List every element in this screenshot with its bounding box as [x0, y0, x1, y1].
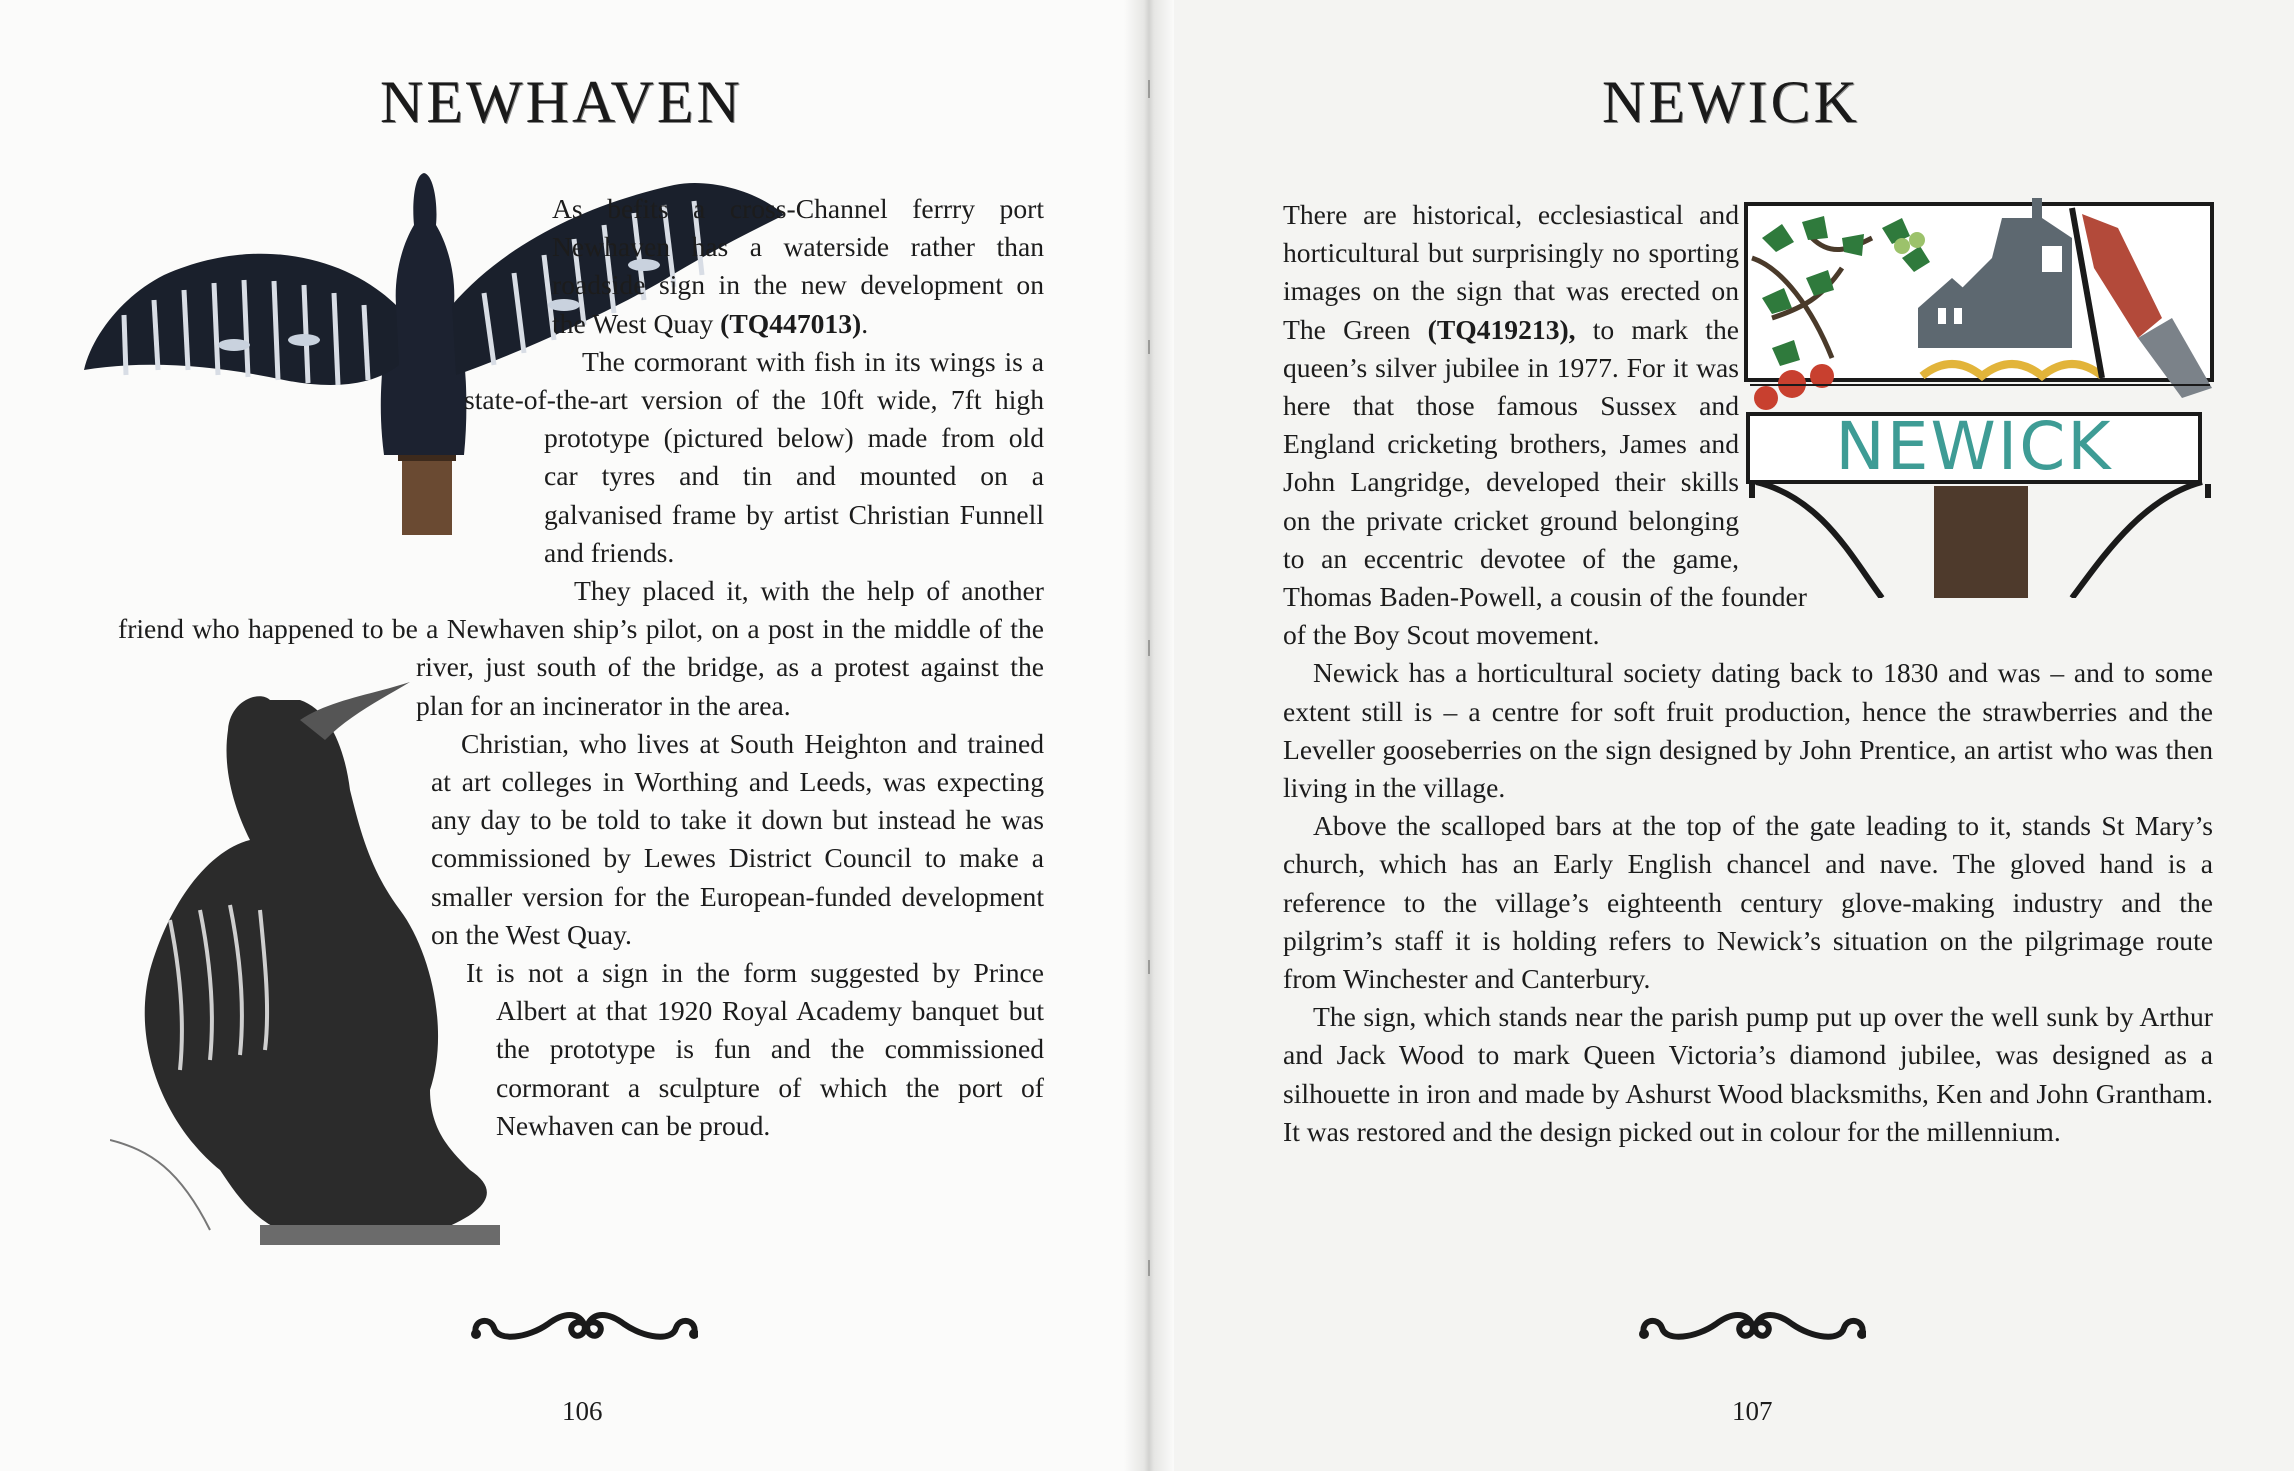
left-page-body [118, 190, 1044, 1145]
left-page-title: NEWHAVEN [380, 69, 743, 135]
newick-paragraph-3: Above the scalloped bars at the top of the gate leading to it, stands St Mary’s church, which has an Early English chancel and nave. The gloved hand is a reference to the village’s eighteenth century glove-making industry and the pilgrim’s staff it is holding refers to Newick’s situation on the pilgrimage route from Winchester and Canterbury. [1283, 810, 2213, 995]
newick-grid-reference: (TQ419213), [1427, 313, 1576, 345]
right-ornament [1636, 1298, 1866, 1350]
newick-paragraph-4: The sign, which stands near the parish pump put up over the well sunk by Arthur and Jack Wood to mark Queen Victoria’s diamond jubilee, was designed as a silhouette in iron and made by Ashurst Wood blacksmiths, Ken and John Grantham. It was restored and the design picked out in colour for the millennium. [1283, 1001, 2213, 1147]
right-page-body [1283, 196, 2213, 1151]
newick-paragraph-1-text: There are historical, ecclesiastical and horticultural but surprisingly no sporting images on the sign that was erected on The Green [1283, 199, 1739, 345]
left-ornament [468, 1298, 698, 1350]
newick-paragraph-1-end: to mark the queen’s silver jubilee in 1977. For it was here that those famous Sussex and England cricketing brothers, James and John Langridge, developed their skills on the private cricket ground belonging to an eccentric devotee of the game, Thomas Baden-Powell, a cousin of the founder of the Boy Scout movement. [1283, 313, 1807, 651]
newhaven-paragraph-1-text: As befits a cross-Channel ferrry port Newhaven has a waterside rather than roadside sign in the new development on the West Quay [552, 193, 1044, 339]
newick-sign-lettering: NEWICK [1746, 412, 2202, 484]
right-page-title: NEWICK [1602, 69, 1860, 135]
newhaven-paragraph-2: The cormorant with fish in its wings is a state-of-the-art version of the 10ft wide, 7ft high prototype (pictured below) made from old car tyres and tin and mounted on a galvanised frame by artist Christian Funnell and friends. [464, 345, 1044, 568]
right-page-number: 107 [1732, 1396, 1773, 1426]
newhaven-paragraph-1-end: . [861, 307, 869, 339]
newhaven-grid-reference: (TQ447013) [720, 307, 862, 339]
newhaven-paragraph-5: It is not a sign in the form suggested by Prince Albert at that 1920 Royal Academy banquet but the prototype is fun and the commissioned cormorant a sculpture of which the port of Newhaven can be proud. [466, 957, 1044, 1141]
newick-paragraph-2: Newick has a horticultural society dating back to 1830 and was – and to some extent still is – a centre for soft fruit production, hence the strawberries and the Leveller gooseberries on the sign designed by John Prentice, an artist who was then living in the village. [1283, 657, 2213, 804]
newhaven-paragraph-4: Christian, who lives at South Heighton and trained at art colleges in Worthing and Leeds, was expecting any day to be told to take it down but instead he was commissioned by Lewes District Council to make a smaller version for the European-funded development on the West Quay. [431, 727, 1044, 950]
left-page-number: 106 [562, 1396, 603, 1426]
newhaven-paragraph-3: They placed it, with the help of another friend who happened to be a Newhaven ship’s pilot, on a post in the middle of the river, just south of the bridge, as a protest against the plan for an incinerator in the area. [118, 575, 1044, 721]
